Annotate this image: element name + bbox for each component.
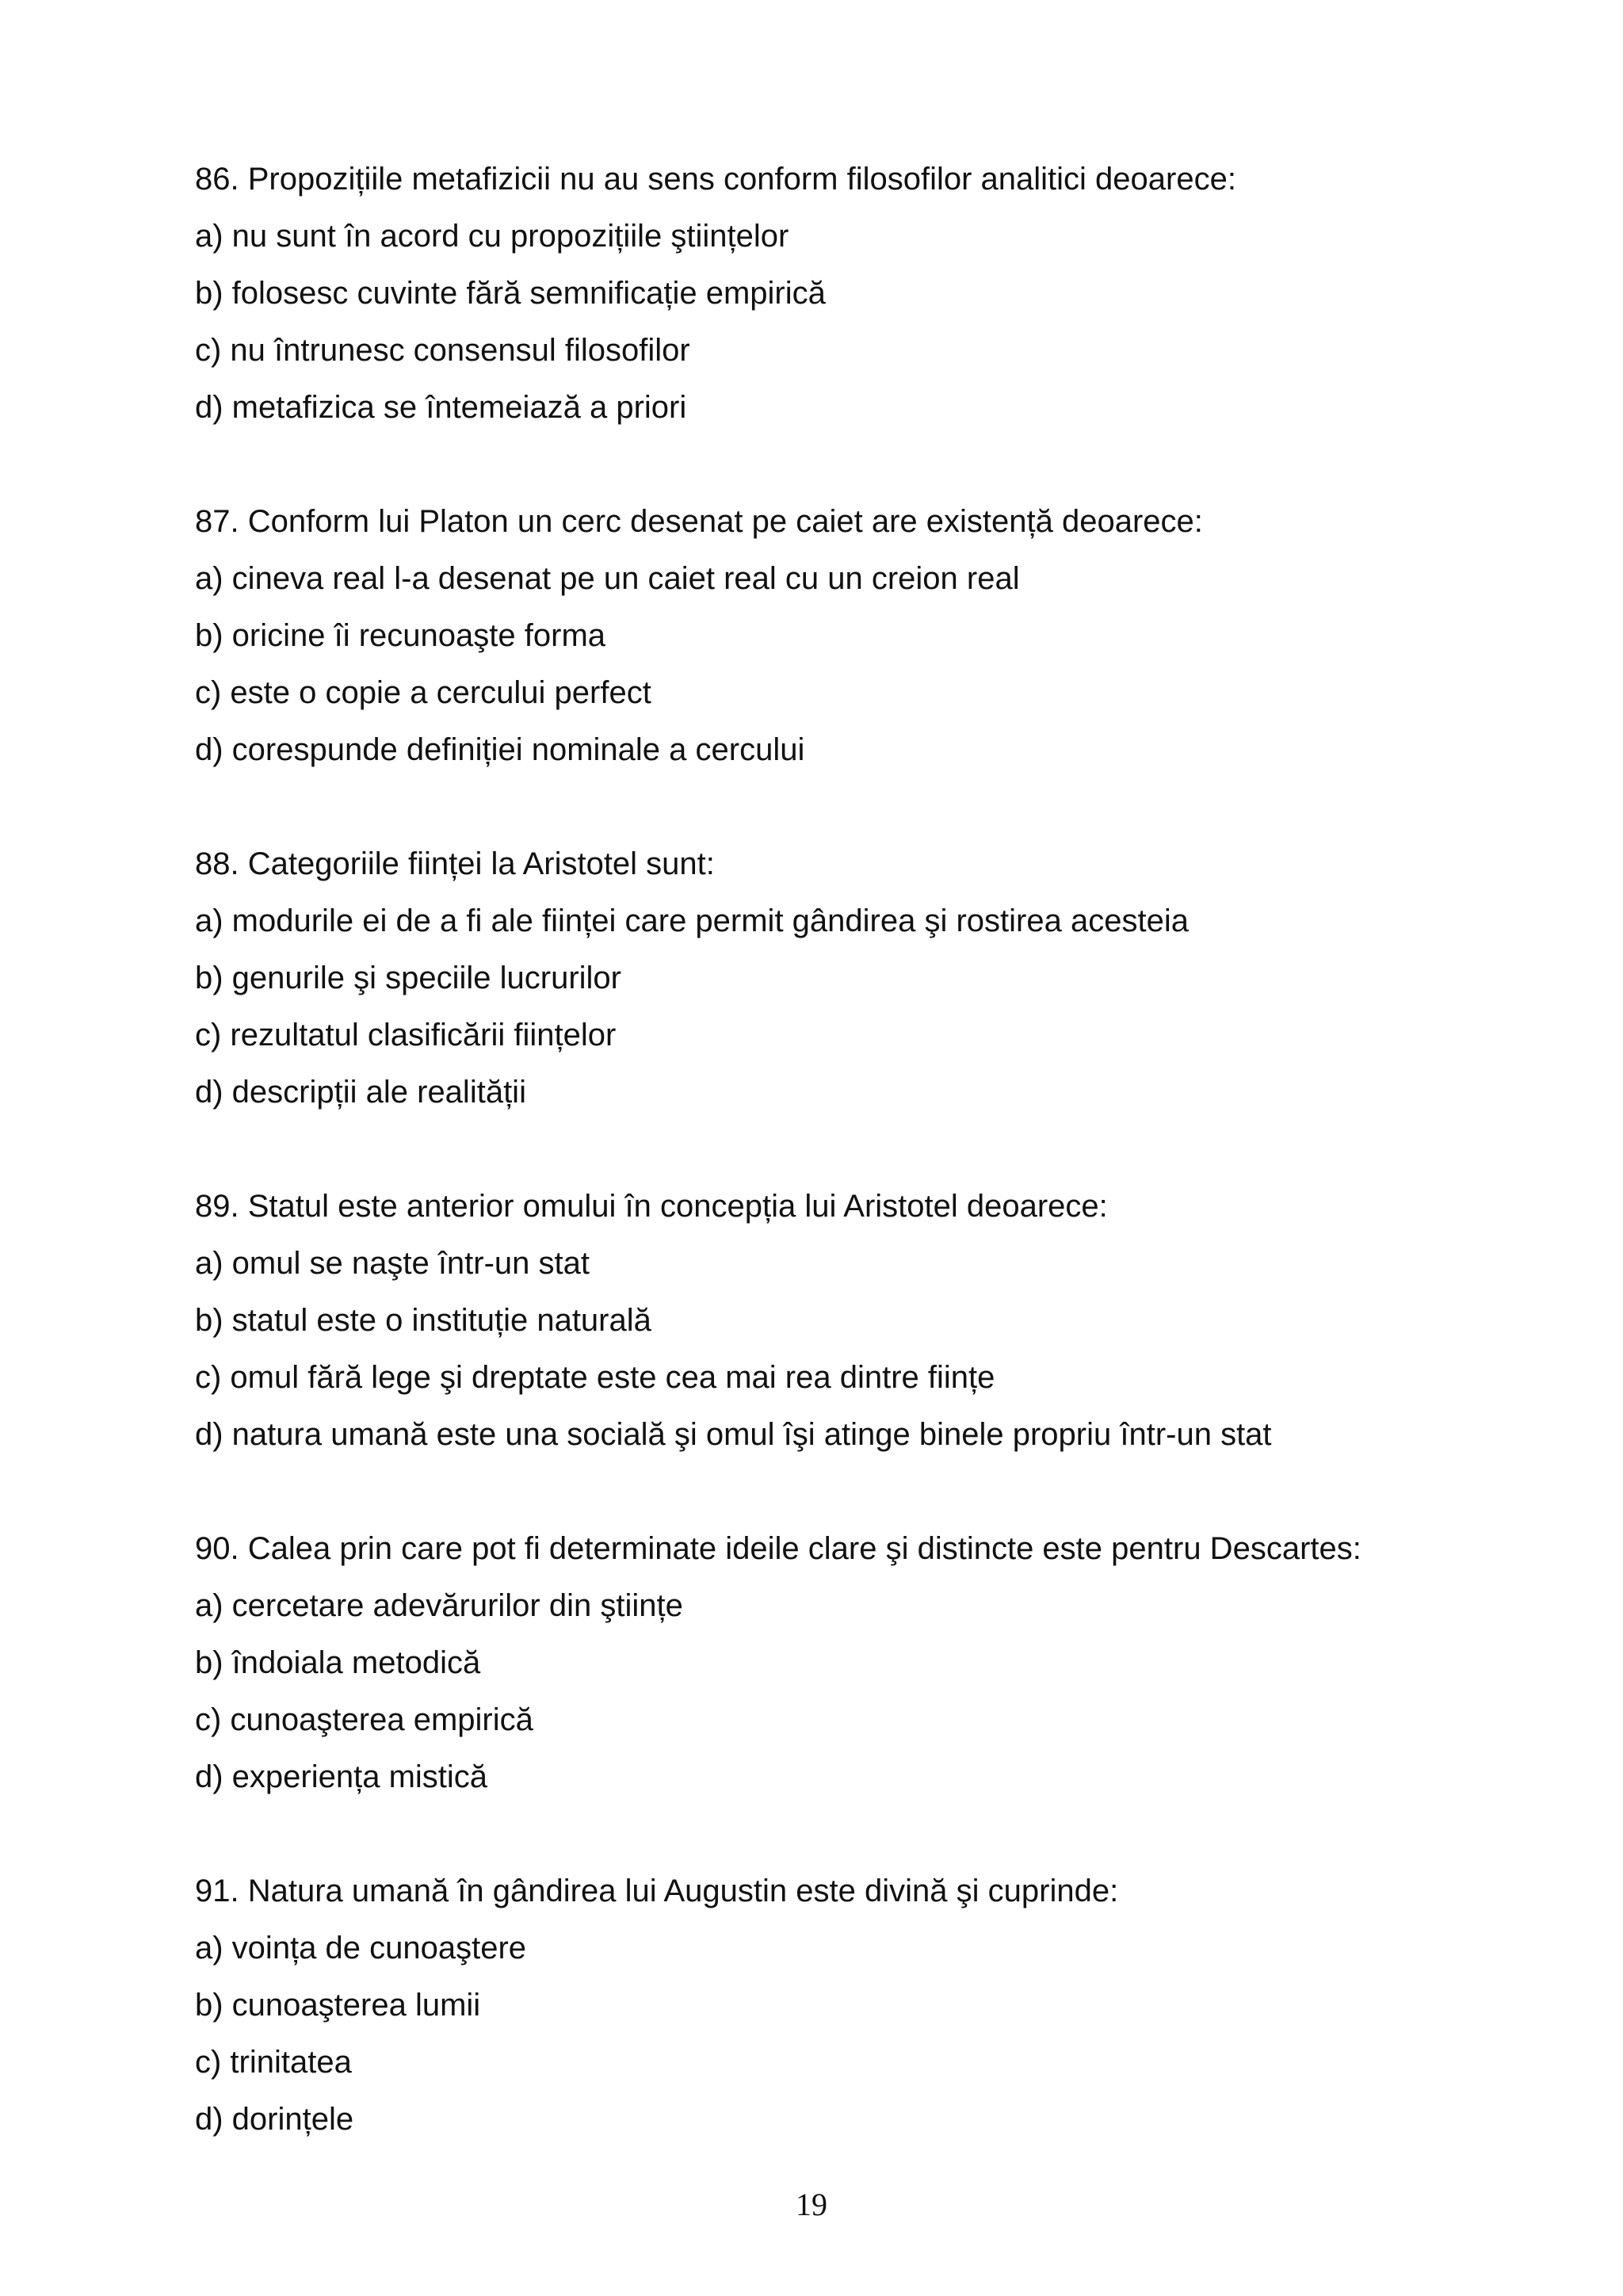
page-number: 19: [796, 2187, 827, 2222]
answer-option: c) cunoaşterea empirică: [195, 1702, 533, 1737]
question-text: 90. Calea prin care pot fi determinate ideile clare şi distincte este pentru Descartes:: [195, 1531, 1361, 1566]
answer-option: c) trinitatea: [195, 2045, 352, 2080]
answer-option: d) experiența mistică: [195, 1759, 488, 1794]
answer-option: c) este o copie a cercului perfect: [195, 675, 651, 710]
question-text: 87. Conform lui Platon un cerc desenat pe caiet are existență deoarece:: [195, 504, 1203, 539]
question-list: [195, 151, 1479, 2205]
answer-option: b) genurile şi speciile lucrurilor: [195, 961, 621, 995]
question-88: [195, 835, 1479, 1121]
question-89: [195, 1178, 1479, 1463]
answer-option: a) omul se naşte într-un stat: [195, 1246, 590, 1281]
answer-option: b) oricine îi recunoaşte forma: [195, 618, 606, 653]
question-text: 89. Statul este anterior omului în concepția lui Aristotel deoarece:: [195, 1189, 1108, 1224]
question-87: [195, 493, 1479, 778]
answer-option: c) omul fără lege şi dreptate este cea mai rea dintre ființe: [195, 1360, 995, 1395]
answer-option: d) dorințele: [195, 2102, 354, 2137]
question-90: [195, 1520, 1479, 1805]
answer-option: b) cunoaşterea lumii: [195, 1988, 481, 2023]
question-text: 86. Propozițiile metafizicii nu au sens conform filosofilor analitici deoarece:: [195, 162, 1236, 197]
answer-option: c) nu întrunesc consensul filosofilor: [195, 333, 690, 368]
answer-option: a) modurile ei de a fi ale ființei care permit gândirea şi rostirea acesteia: [195, 904, 1189, 938]
answer-option: b) folosesc cuvinte fără semnificație empirică: [195, 276, 826, 311]
question-86: [195, 151, 1479, 436]
answer-option: a) cercetare adevărurilor din ştiințe: [195, 1588, 683, 1623]
answer-option: a) cineva real l-a desenat pe un caiet real cu un creion real: [195, 561, 1020, 596]
question-text: 91. Natura umană în gândirea lui Augustin este divină şi cuprinde:: [195, 1874, 1119, 1908]
answer-option: d) metafizica se întemeiază a priori: [195, 390, 687, 425]
question-text: 88. Categoriile ființei la Aristotel sunt:: [195, 846, 715, 881]
answer-option: d) natura umană este una socială şi omul îşi atinge binele propriu într-un stat: [195, 1417, 1272, 1452]
answer-option: c) rezultatul clasificării ființelor: [195, 1018, 617, 1052]
answer-option: a) nu sunt în acord cu propozițiile ştiințelor: [195, 219, 789, 254]
answer-option: d) corespunde definiției nominale a cercului: [195, 732, 805, 767]
answer-option: d) descripții ale realității: [195, 1075, 526, 1110]
question-91: [195, 1862, 1479, 2148]
answer-option: a) voința de cunoaştere: [195, 1931, 527, 1966]
answer-option: b) îndoiala metodică: [195, 1645, 481, 1680]
answer-option: b) statul este o instituție naturală: [195, 1303, 651, 1338]
